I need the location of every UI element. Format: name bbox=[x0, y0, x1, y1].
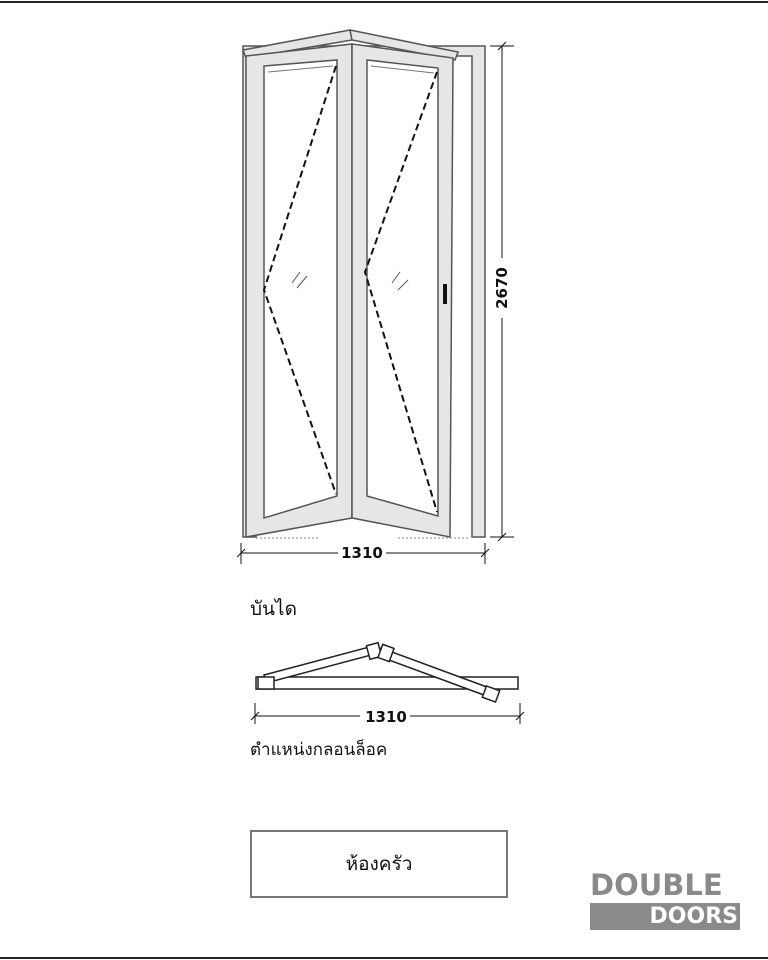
logo-line-1: DOUBLE bbox=[590, 868, 723, 902]
elevation-height-label: 2670 bbox=[493, 267, 511, 309]
plan-left-pivot bbox=[258, 677, 274, 689]
double-doors-logo bbox=[590, 870, 742, 932]
logo-line-2: DOORS bbox=[649, 904, 738, 929]
door-plan-view bbox=[256, 643, 518, 702]
stair-label: บันได bbox=[250, 598, 297, 620]
plan-width-label: 1310 bbox=[365, 708, 407, 726]
elevation-width-label: 1310 bbox=[341, 544, 383, 562]
door-handle bbox=[443, 284, 447, 304]
right-door-leaf bbox=[352, 44, 453, 537]
plan-right-leaf bbox=[378, 648, 495, 698]
door-elevation bbox=[243, 30, 485, 537]
bottom-border-line bbox=[0, 957, 768, 959]
left-door-leaf bbox=[246, 44, 352, 537]
kitchen-room-box bbox=[250, 830, 508, 898]
kitchen-label: ห้องครัว bbox=[345, 853, 413, 875]
lock-position-label: ตำแหน่งกลอนล็อค bbox=[250, 740, 388, 760]
